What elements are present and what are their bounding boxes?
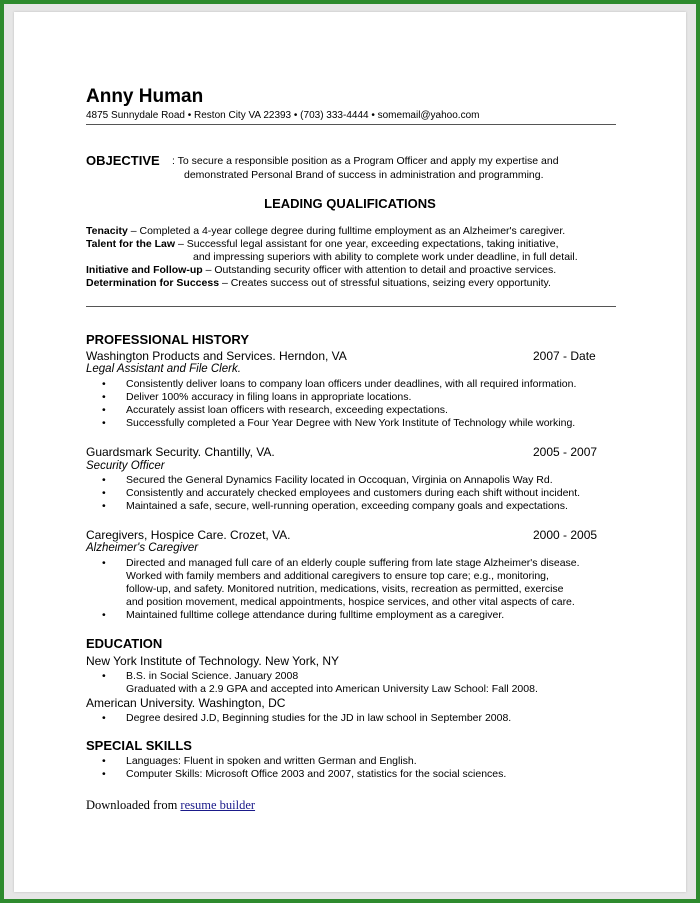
- qualification-text: – Successful legal assistant for one year, exceeding expectations, taking initiative,: [175, 238, 559, 250]
- bullet-glyph: •: [102, 557, 106, 569]
- objective-line-2: demonstrated Personal Brand of success in administration and programming.: [184, 169, 544, 181]
- bullet-item: • Languages: Fluent in spoken and written German and English.: [102, 755, 417, 767]
- download-prefix: Downloaded from: [86, 798, 181, 812]
- bullet-glyph: •: [102, 670, 106, 682]
- qualification-text: – Creates success out of stressful situations, seizing every opportunity.: [219, 277, 551, 289]
- bullet-continuation: Worked with family members and additional caregivers to ensure top care; e.g., monitoring,: [126, 570, 549, 582]
- qualification-key: Determination for Success: [86, 277, 220, 289]
- job-dates: 2000 - 2005: [533, 528, 598, 542]
- qualification-item: [86, 264, 556, 276]
- job-role: Security Officer: [86, 460, 165, 472]
- bullet-glyph: •: [102, 378, 106, 390]
- job-employer: Guardsmark Security. Chantilly, VA.: [86, 445, 275, 459]
- bullet-item: • Accurately assist loan officers with research, exceeding expectations.: [102, 404, 448, 416]
- objective-line-1: : To secure a responsible position as a Program Officer and apply my expertise and: [172, 155, 559, 167]
- qualification-item: [86, 238, 559, 250]
- qualification-key: Talent for the Law: [86, 238, 176, 250]
- education-title: EDUCATION: [86, 636, 163, 651]
- bullet-item: • B.S. in Social Science. January 2008: [102, 670, 299, 682]
- bullet-item: • Degree desired J.D, Beginning studies for the JD in law school in September 2008.: [102, 712, 512, 724]
- bullet-glyph: •: [102, 474, 106, 486]
- bullet-glyph: •: [102, 391, 106, 403]
- qualifications-title: LEADING QUALIFICATIONS: [264, 196, 436, 211]
- qualification-key: Initiative and Follow-up: [86, 264, 203, 276]
- job-employer: Washington Products and Services. Herndon, VA: [86, 349, 347, 363]
- bullet-continuation: follow-up, and safety. Monitored nutrition, medications, visits, recreation as permitted, exercise: [126, 583, 564, 595]
- bullet-glyph: •: [102, 768, 106, 780]
- job-dates: 2005 - 2007: [533, 445, 598, 459]
- objective-label: OBJECTIVE: [86, 153, 160, 168]
- bullet-glyph: •: [102, 404, 106, 416]
- resume-page: [14, 12, 686, 892]
- qualification-item: [193, 251, 578, 263]
- bullet-continuation: and position movement, medical appointments, hospice services, and other vital aspects of care.: [126, 596, 575, 608]
- bullet-item: • Maintained a safe, secure, well-running operation, exceeding company goals and expectations.: [102, 500, 568, 512]
- resume-builder-link[interactable]: resume builder: [180, 798, 256, 812]
- job-role: Alzheimer's Caregiver: [86, 542, 199, 554]
- job-employer: Caregivers, Hospice Care. Crozet, VA.: [86, 528, 291, 542]
- bullet-glyph: •: [102, 755, 106, 767]
- download-credit: [86, 798, 255, 813]
- school-name: American University. Washington, DC: [86, 696, 286, 710]
- bullet-item: • Maintained fulltime college attendance during fulltime employment as a caregiver.: [102, 609, 505, 621]
- bullet-continuation: Graduated with a 2.9 GPA and accepted into American University Law School: Fall 2008.: [126, 683, 538, 695]
- qualification-text: – Completed a 4-year college degree during fulltime employment as an Alzheimer's caregiver.: [127, 225, 566, 237]
- qualifications-divider: [86, 306, 616, 307]
- job-role: Legal Assistant and File Clerk.: [86, 363, 241, 375]
- header-divider: [86, 124, 616, 125]
- qualification-item: [86, 277, 551, 289]
- skills-title: SPECIAL SKILLS: [86, 738, 192, 753]
- bullet-item: • Consistently deliver loans to company loan officers under deadlines, with all required information.: [102, 378, 577, 390]
- bullet-item: • Consistently and accurately checked employees and customers during each shift without incident.: [102, 487, 581, 499]
- bullet-item: • Successfully completed a Four Year Degree with New York Institute of Technology while working.: [102, 417, 576, 429]
- job-dates: 2007 - Date: [533, 349, 596, 363]
- bullet-glyph: •: [102, 487, 106, 499]
- bullet-glyph: •: [102, 712, 106, 724]
- school-name: New York Institute of Technology. New York, NY: [86, 654, 340, 668]
- bullet-item: • Deliver 100% accuracy in filing loans in appropriate locations.: [102, 391, 412, 403]
- candidate-name: Anny Human: [86, 86, 204, 107]
- history-title: PROFESSIONAL HISTORY: [86, 332, 250, 347]
- qualification-item: [86, 225, 565, 237]
- bullet-glyph: •: [102, 417, 106, 429]
- bullet-item: • Secured the General Dynamics Facility located in Occoquan, Virginia on Annapolis Way Rd.: [102, 474, 553, 486]
- contact-line: 4875 Sunnydale Road • Reston City VA 22393 • (703) 333-4444 • somemail@yahoo.com: [86, 110, 480, 121]
- bullet-glyph: •: [102, 500, 106, 512]
- bullet-glyph: •: [102, 609, 106, 621]
- bullet-item: • Directed and managed full care of an elderly couple suffering from late stage Alzheimer's disease.: [102, 557, 580, 569]
- qualification-key: Tenacity: [86, 225, 128, 237]
- qualification-text: – Outstanding security officer with attention to detail and proactive services.: [202, 264, 557, 276]
- objective-text: [172, 154, 559, 182]
- bullet-item: • Computer Skills: Microsoft Office 2003 and 2007, statistics for the social sciences.: [102, 768, 507, 780]
- qualification-text: and impressing superiors with ability to complete work under deadline, in full detail.: [193, 251, 578, 263]
